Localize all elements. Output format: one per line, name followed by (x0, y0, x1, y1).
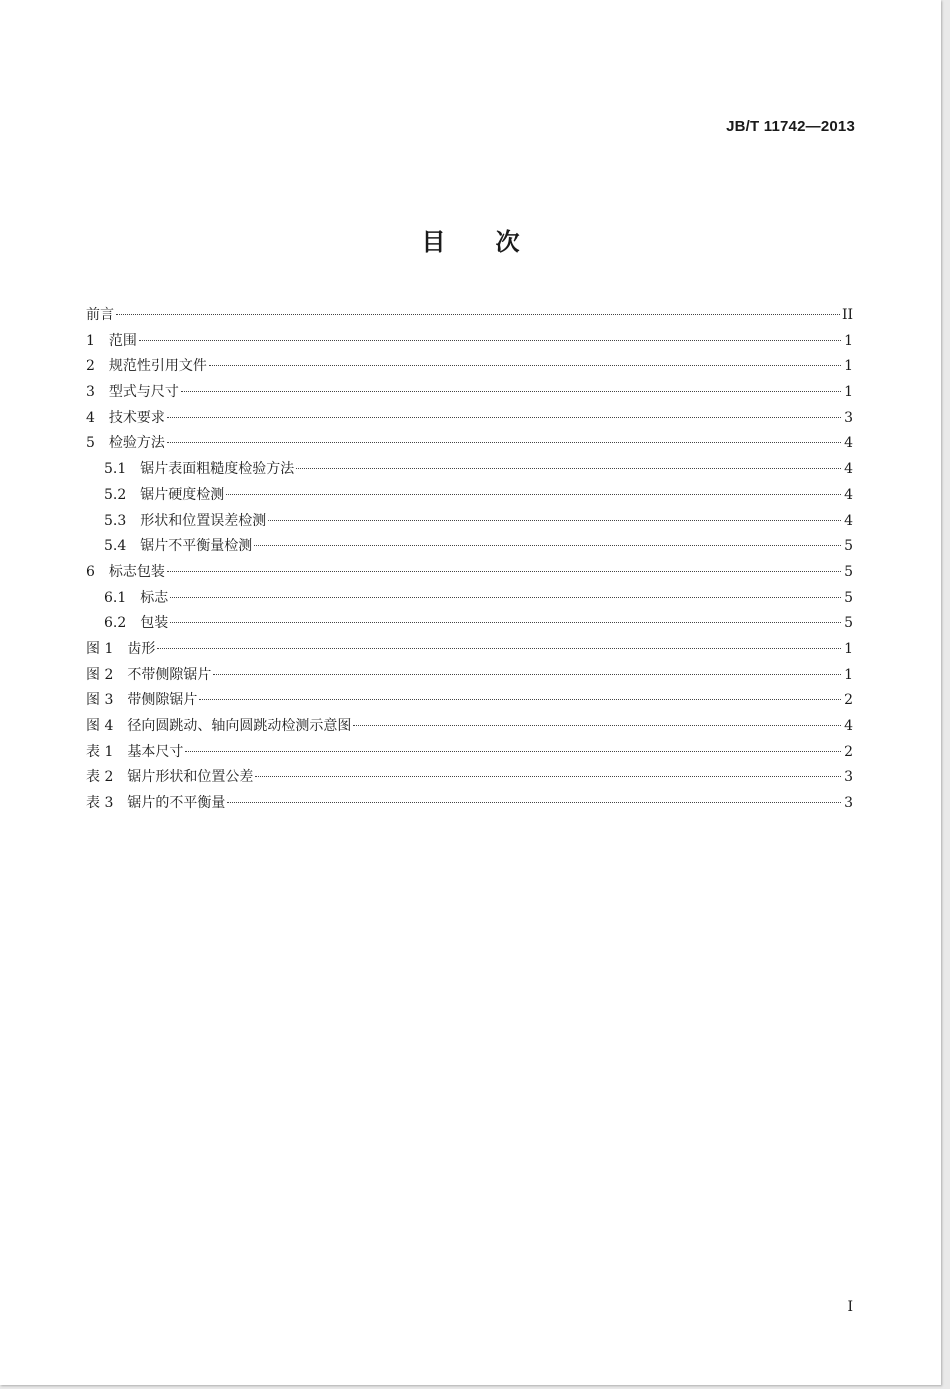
toc-entry[interactable] (86, 586, 853, 612)
toc-entry-page: 4 (844, 486, 853, 503)
toc-entry[interactable] (86, 663, 853, 689)
toc-entry-number: 图 3 (86, 692, 114, 709)
toc-entry-number: 6.2 (104, 615, 127, 632)
toc-entry-number: 5.4 (104, 538, 127, 555)
toc-entry-page: 4 (844, 512, 853, 529)
toc-entry-label: 锯片形状和位置公差 (127, 769, 254, 786)
toc-entry-label: 锯片的不平衡量 (127, 795, 226, 812)
toc-entry-number: 5.3 (104, 512, 127, 529)
toc-entry-number: 6 (86, 563, 95, 580)
toc-dot-leader (296, 468, 841, 469)
toc-entry[interactable] (86, 791, 853, 817)
toc-entry-page: 2 (844, 743, 853, 760)
title-char-2: 次 (495, 228, 520, 256)
toc-entry[interactable] (86, 560, 853, 586)
toc-entry-label: 带侧隙锯片 (127, 692, 198, 709)
toc-entry-page: 5 (844, 615, 853, 632)
toc-entry-number: 2 (86, 358, 95, 375)
toc-entry-label: 径向圆跳动、轴向圆跳动检测示意图 (127, 718, 352, 734)
toc-entry-number: 5.2 (104, 486, 127, 503)
toc-dot-leader (226, 494, 841, 495)
toc-entry[interactable] (86, 765, 853, 791)
toc-entry[interactable] (86, 406, 853, 432)
toc-dot-leader (170, 622, 841, 623)
toc-entry-number: 表 2 (86, 769, 114, 786)
toc-entry[interactable] (86, 740, 853, 766)
toc-dot-leader (199, 699, 841, 700)
toc-entry[interactable] (86, 483, 853, 509)
page-number: I (847, 1299, 853, 1315)
toc-entry-number: 图 4 (86, 718, 114, 734)
toc-dot-leader (185, 751, 841, 752)
toc-entry-page: 1 (844, 332, 853, 349)
toc-entry-number: 表 3 (86, 795, 114, 812)
toc-entry[interactable] (86, 303, 853, 329)
toc-entry-page: 1 (844, 640, 853, 657)
toc-entry[interactable] (86, 611, 853, 637)
page-title (0, 222, 941, 257)
toc-entry-page: 3 (844, 795, 853, 812)
toc-entry-page: 5 (844, 538, 853, 555)
toc-dot-leader (157, 648, 841, 649)
toc-dot-leader (209, 365, 841, 366)
toc-entry-number: 6.1 (104, 589, 127, 606)
toc-dot-leader (167, 571, 841, 572)
toc-dot-leader (268, 520, 841, 521)
table-of-contents (86, 303, 853, 817)
toc-dot-leader (254, 545, 841, 546)
toc-dot-leader (170, 597, 841, 598)
toc-entry-number: 4 (86, 409, 95, 426)
toc-entry-number: 5 (86, 435, 95, 452)
toc-dot-leader (213, 674, 841, 675)
toc-entry-label: 不带侧隙锯片 (127, 666, 212, 683)
toc-entry[interactable] (86, 637, 853, 663)
toc-entry[interactable] (86, 329, 853, 355)
toc-entry[interactable] (86, 688, 853, 714)
toc-entry-page: 1 (844, 358, 853, 375)
toc-entry-label: 范围 (108, 332, 137, 349)
toc-entry-page: 4 (844, 461, 853, 478)
toc-entry-label: 前言 (86, 307, 114, 323)
toc-entry[interactable] (86, 534, 853, 560)
toc-entry[interactable] (86, 380, 853, 406)
toc-dot-leader (227, 802, 841, 803)
toc-entry-number: 图 2 (86, 666, 114, 683)
toc-dot-leader (167, 417, 841, 418)
toc-entry-label: 基本尺寸 (127, 743, 184, 760)
toc-entry-number: 3 (86, 384, 95, 401)
toc-dot-leader (255, 776, 841, 777)
toc-entry[interactable] (86, 509, 853, 535)
toc-entry-label: 标志 (140, 589, 169, 606)
toc-entry-number: 表 1 (86, 743, 114, 760)
toc-entry-label: 标志包装 (108, 563, 165, 580)
toc-entry-page: 3 (844, 409, 853, 426)
toc-entry-label: 锯片不平衡量检测 (140, 538, 253, 555)
toc-entry-page: 2 (844, 692, 853, 709)
toc-entry-label: 检验方法 (108, 435, 165, 452)
toc-entry-number: 图 1 (86, 640, 114, 657)
toc-dot-leader (167, 442, 841, 443)
toc-dot-leader (116, 314, 840, 315)
toc-entry-page: 1 (844, 384, 853, 401)
toc-entry-page: 4 (844, 435, 853, 452)
toc-entry[interactable] (86, 457, 853, 483)
toc-dot-leader (353, 725, 841, 726)
toc-entry[interactable] (86, 354, 853, 380)
toc-entry-number: 1 (86, 332, 95, 349)
toc-entry[interactable] (86, 714, 853, 740)
toc-entry-label: 锯片硬度检测 (140, 486, 225, 503)
toc-entry-page: 4 (844, 718, 853, 734)
toc-dot-leader (139, 340, 841, 341)
title-char-1: 目 (421, 228, 446, 256)
toc-entry-label: 形状和位置误差检测 (140, 512, 267, 529)
toc-entry-number: 5.1 (104, 461, 127, 478)
toc-entry-label: 齿形 (127, 640, 156, 657)
toc-entry-page: 3 (844, 769, 853, 786)
toc-entry-label: 型式与尺寸 (108, 384, 179, 401)
toc-entry-label: 规范性引用文件 (108, 358, 207, 375)
toc-entry-label: 技术要求 (108, 409, 165, 426)
toc-dot-leader (181, 391, 841, 392)
toc-entry-label: 包装 (140, 615, 169, 632)
standard-number: JB/T 11742—2013 (726, 118, 855, 135)
toc-entry-page: II (841, 307, 853, 323)
toc-entry-page: 1 (844, 666, 853, 683)
toc-entry[interactable] (86, 431, 853, 457)
toc-entry-label: 锯片表面粗糙度检验方法 (140, 461, 295, 478)
toc-entry-page: 5 (844, 589, 853, 606)
toc-entry-page: 5 (844, 563, 853, 580)
